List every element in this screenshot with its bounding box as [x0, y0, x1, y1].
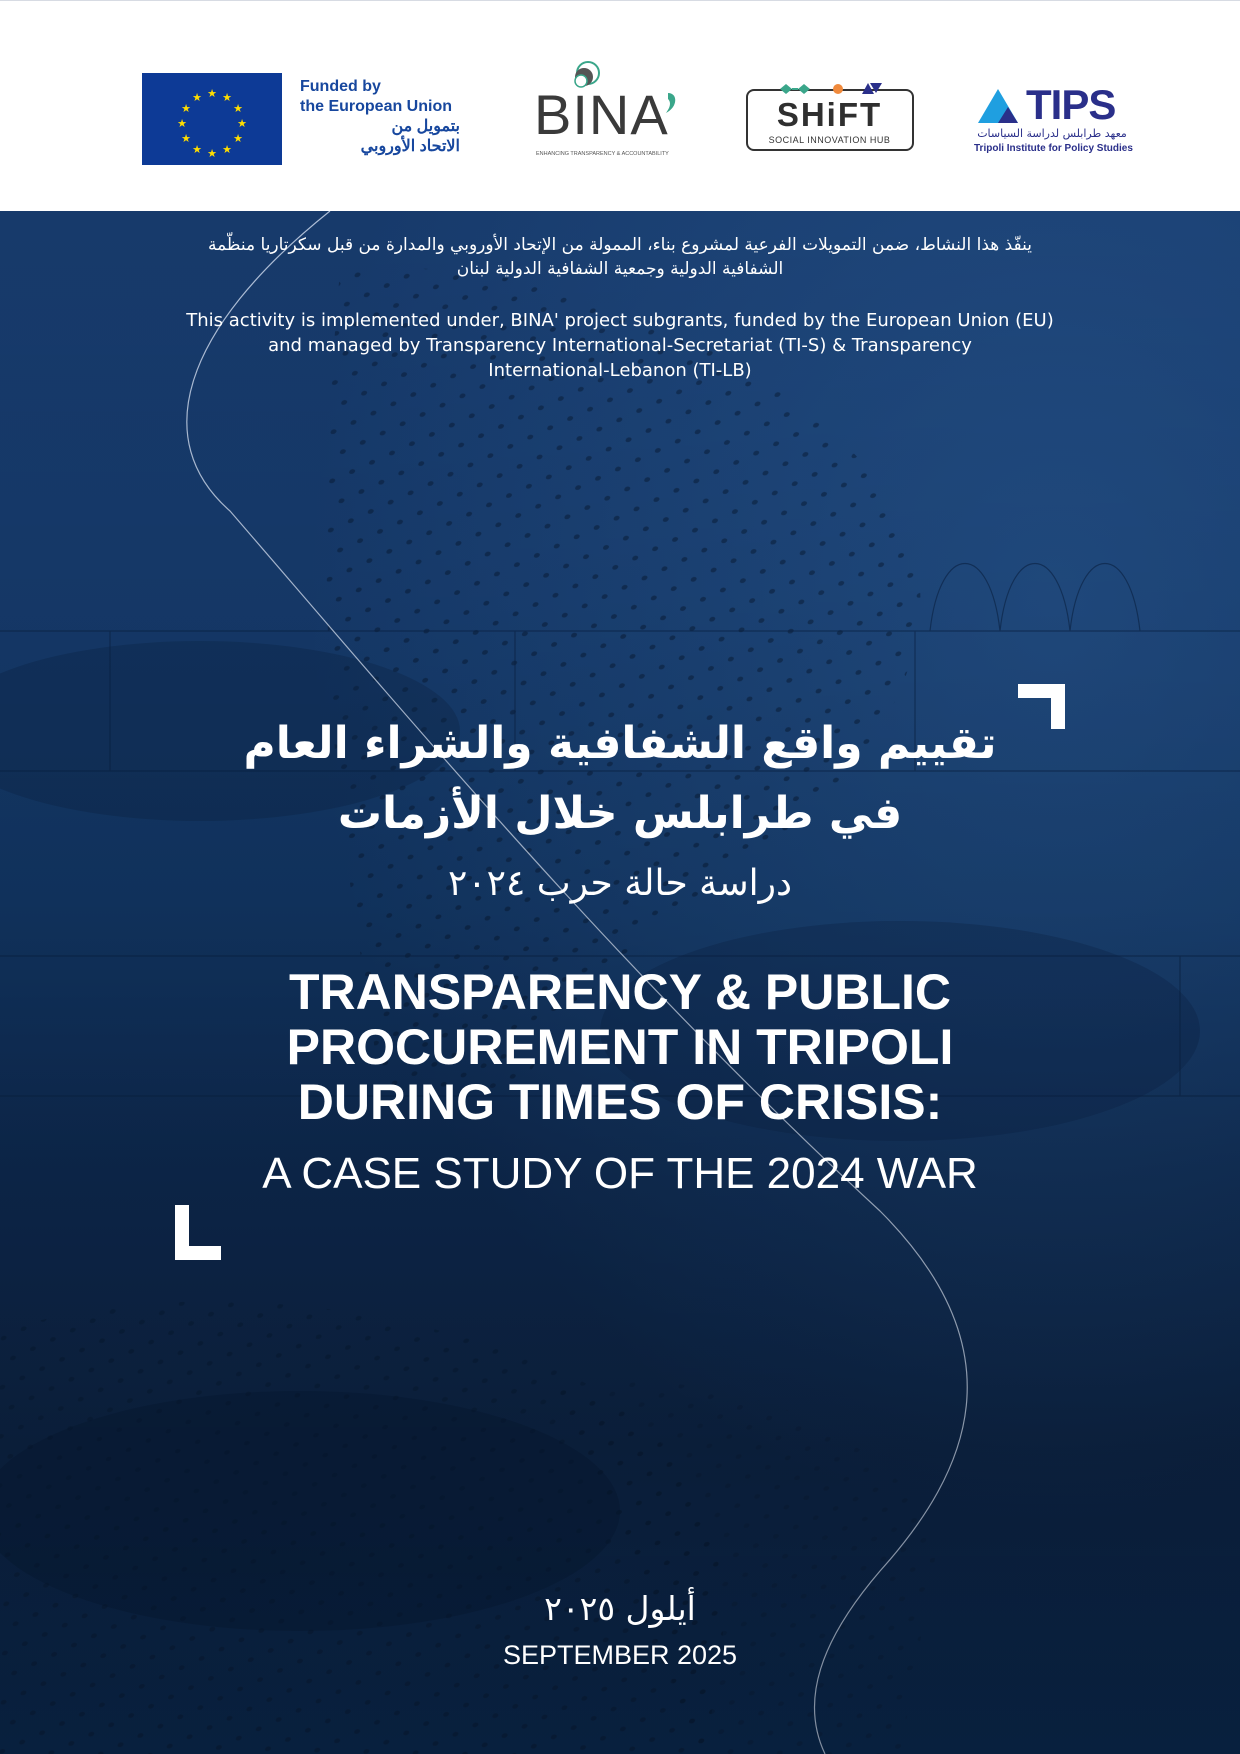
svg-text:★: ★ [207, 147, 217, 160]
svg-text:★: ★ [177, 117, 187, 130]
disclaimer-en-line-2: and managed by Transparency International-Secretariat (TI-S) & Transparency [268, 335, 972, 356]
eu-line-1: Funded by [300, 78, 381, 95]
shift-network-icon [752, 81, 902, 97]
shift-wordmark: SHiFT [776, 96, 883, 133]
shift-tagline: SOCIAL INNOVATION HUB [768, 135, 891, 145]
logo-header [0, 0, 1240, 211]
tips-logo [974, 83, 1134, 163]
disclaimer-english [0, 308, 1240, 383]
bina-logo [534, 55, 674, 165]
tips-english-name: Tripoli Institute for Policy Studies [974, 143, 1133, 154]
date-english: SEPTEMBER 2025 [502, 1640, 738, 1670]
title-en-line-3: DURING TIMES OF CRISIS: [297, 1074, 943, 1130]
disclaimer-ar-line-1: ينفّذ هذا النشاط، ضمن التمويلات الفرعية لمشروع بناء، الممولة من الإتحاد الأوروبي والمدارة من قبل سكرتاريا منظّمة [207, 235, 1033, 255]
disclaimer-en-line-3: International-Lebanon (TI-LB) [488, 360, 752, 381]
title-english [0, 965, 1240, 1130]
disclaimer-arabic [0, 233, 1240, 281]
eu-ar-line-1: بتمويل من [391, 118, 460, 135]
svg-text:★: ★ [237, 117, 247, 130]
cover-background [0, 211, 1240, 1754]
shift-logo [746, 89, 914, 151]
title-en-line-1: TRANSPARENCY & PUBLIC [288, 964, 952, 1020]
svg-text:★: ★ [207, 87, 217, 100]
disclaimer-ar-line-2: الشفافية الدولية وجمعية الشفافية الدولية لبنان [456, 259, 784, 279]
bina-apostrophe-icon [662, 91, 682, 117]
tips-wordmark: TIPS [1026, 81, 1116, 128]
title-ar-line-2: في طرابلس خلال الأزمات [337, 788, 903, 839]
svg-text:★: ★ [192, 91, 202, 104]
title-ar-line-1: تقييم واقع الشفافية والشراء العام [243, 718, 997, 769]
svg-text:★: ★ [181, 132, 191, 145]
bina-wordmark: BINA [534, 83, 669, 146]
svg-text:★: ★ [222, 143, 232, 156]
svg-text:★: ★ [181, 102, 191, 115]
eu-flag-icon [142, 73, 282, 165]
eu-line-2: the European Union [300, 98, 452, 115]
eu-funding-text [300, 77, 460, 157]
svg-text:★: ★ [192, 143, 202, 156]
title-arabic [0, 709, 1240, 849]
disclaimer-en-line-1: This activity is implemented under, BINA' project subgrants, funded by the European Union (EU) [186, 310, 1054, 331]
subtitle-english: A CASE STUDY OF THE 2024 WAR [262, 1149, 978, 1198]
eu-stars [177, 87, 247, 160]
tips-arabic-name: معهد طرابلس لدراسة السياسات [977, 127, 1127, 140]
bina-tagline: ENHANCING TRANSPARENCY & ACCOUNTABILITY [536, 151, 669, 157]
eu-ar-line-2: الاتحاد الأوروبي [360, 138, 460, 155]
subtitle-arabic: دراسة حالة حرب ٢٠٢٤ [447, 863, 793, 904]
svg-text:★: ★ [233, 102, 243, 115]
title-en-line-2: PROCUREMENT IN TRIPOLI [286, 1019, 954, 1075]
svg-text:★: ★ [222, 91, 232, 104]
tips-triangle-icon [974, 87, 1024, 127]
svg-text:★: ★ [233, 132, 243, 145]
date-arabic: أيلول ٢٠٢٥ [544, 1589, 696, 1628]
